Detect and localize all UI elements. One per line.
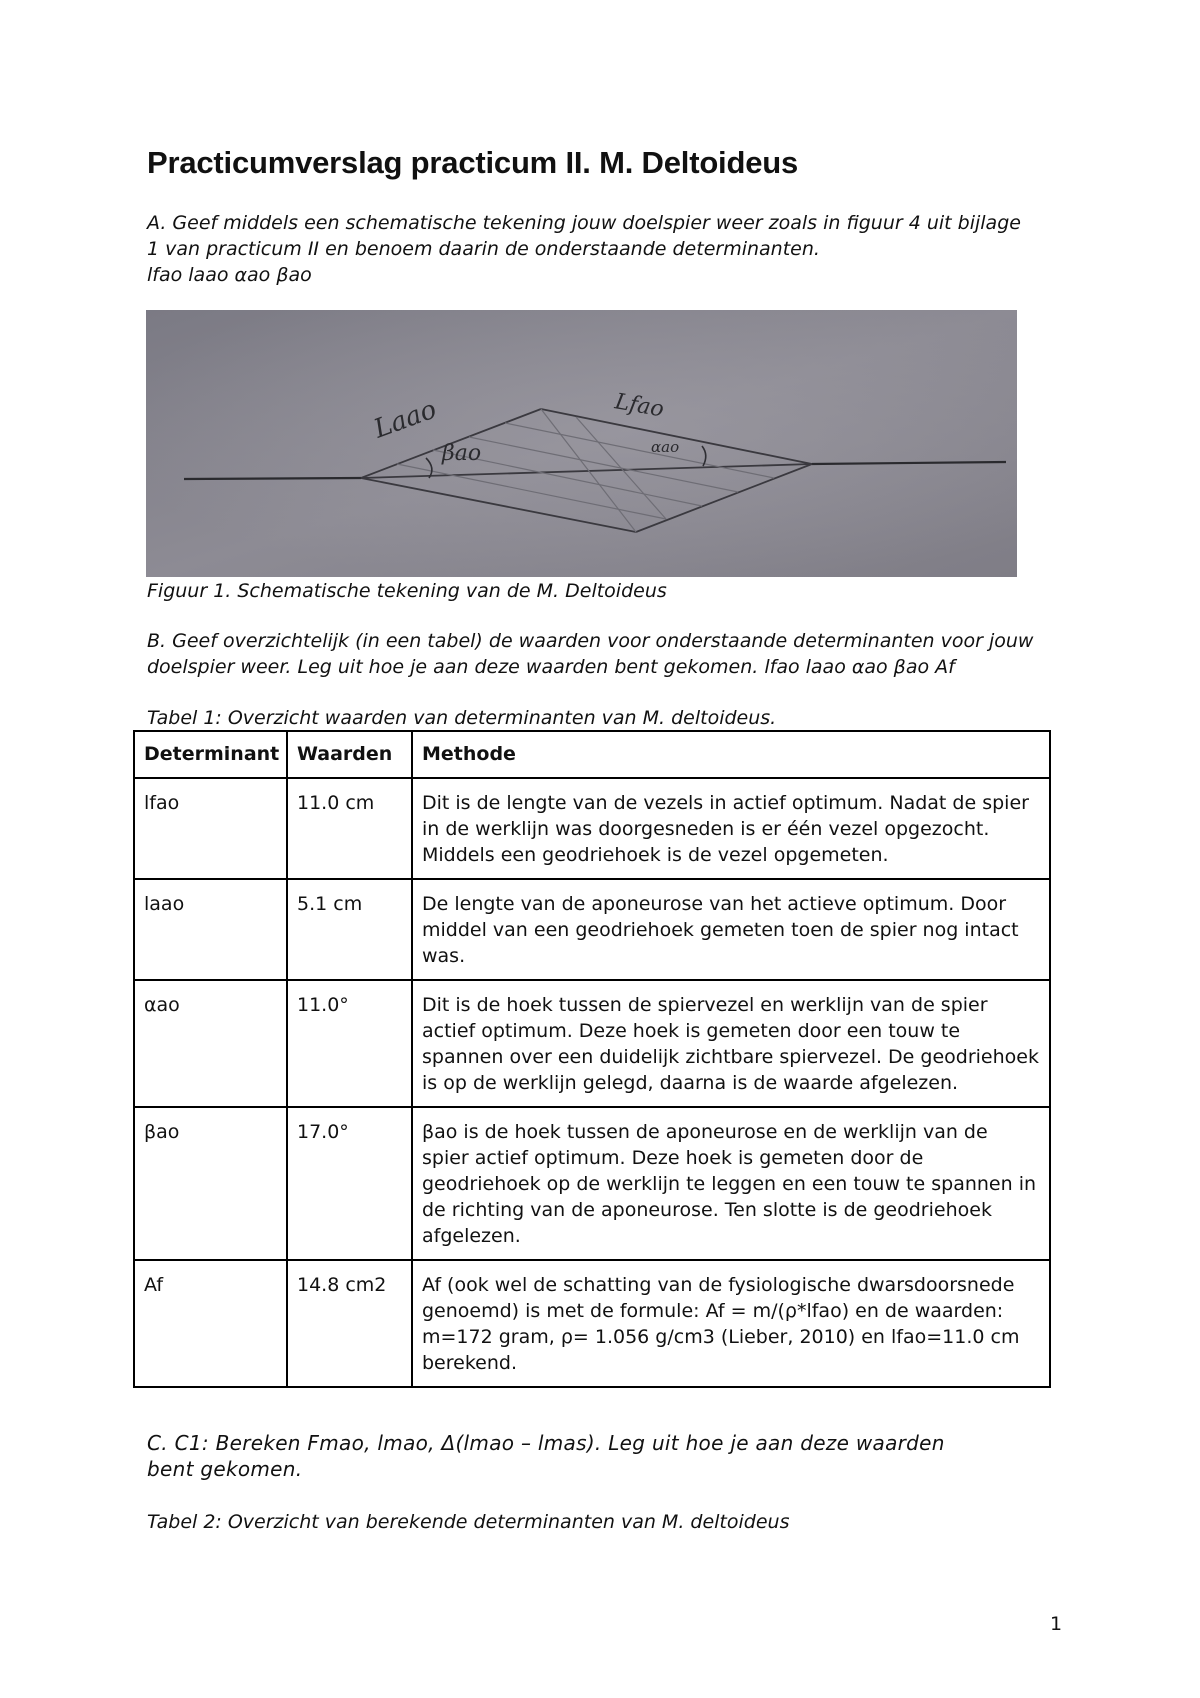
question-a: [147, 210, 1067, 288]
determinant-cell: Af: [134, 1260, 287, 1387]
value-cell: 11.0°: [287, 980, 412, 1107]
question-a-line: 1 van practicum II en benoem daarin de onderstaande determinanten.: [147, 238, 820, 260]
figure-caption: Figuur 1. Schematische tekening van de M. Deltoideus: [147, 580, 667, 602]
column-header: Determinant: [134, 731, 287, 778]
question-a-determinants: lfao laao αao βao: [147, 264, 312, 286]
method-cell: Dit is de hoek tussen de spiervezel en werklijn van de spier actief optimum. Deze hoek is gemeten door een touw te spannen over een duidelijk zichtbare spiervezel. De geodriehoek is op de werklijn gelegd, daarna is de waarde afgelezen.: [412, 980, 1050, 1107]
table-row: [134, 1260, 1050, 1387]
light-glare: [146, 310, 1017, 577]
table-row: [134, 1107, 1050, 1260]
table-row: [134, 778, 1050, 879]
column-header: Waarden: [287, 731, 412, 778]
determinant-cell: αao: [134, 980, 287, 1107]
determinant-cell: laao: [134, 879, 287, 980]
table-row: [134, 980, 1050, 1107]
column-header: Methode: [412, 731, 1050, 778]
value-cell: 17.0°: [287, 1107, 412, 1260]
determinants-table: [133, 730, 1051, 1388]
table-2-caption: Tabel 2: Overzicht van berekende determinanten van M. deltoideus: [147, 1511, 790, 1533]
value-cell: 14.8 cm2: [287, 1260, 412, 1387]
method-cell: βao is de hoek tussen de aponeurose en de werklijn van de spier actief optimum. Deze hoek is gemeten door de geodriehoek op de werklijn te leggen en een touw te spannen in de richting van de aponeurose. Ten slotte is de geodriehoek afgelezen.: [412, 1107, 1050, 1260]
lfao-label: Lfao: [612, 389, 666, 423]
page-title: Practicumverslag practicum II. M. Deltoideus: [147, 145, 799, 180]
muscle-sketch-photo: [146, 310, 1017, 577]
determinant-cell: lfao: [134, 778, 287, 879]
table-1-caption: Tabel 1: Overzicht waarden van determinanten van M. deltoideus.: [147, 707, 777, 729]
left-tendon-line: [184, 478, 361, 479]
method-cell: Dit is de lengte van de vezels in actief optimum. Nadat de spier in de werklijn was doorgesneden is er één vezel opgezocht. Middels een geodriehoek is de vezel opgemeten.: [412, 778, 1050, 879]
table-header-row: [134, 731, 1050, 778]
determinant-cell: βao: [134, 1107, 287, 1260]
method-cell: Af (ook wel de schatting van de fysiologische dwarsdoorsnede genoemd) is met de formule: Af = m/(ρ*lfao) en de waarden: m=172 gram, ρ= 1.056 g/cm3 (Lieber, 2010) en lfao=11.0 cm berekend.: [412, 1260, 1050, 1387]
table-row: [134, 879, 1050, 980]
method-cell: De lengte van de aponeurose van het actieve optimum. Door middel van een geodriehoek gemeten toen de spier nog intact was.: [412, 879, 1050, 980]
laao-label: Laao: [370, 394, 441, 445]
question-b-line: B. Geef overzichtelijk (in een tabel) de waarden voor onderstaande determinanten voor jouw: [147, 630, 1034, 652]
alpha-label: αao: [651, 438, 680, 456]
question-c-line: C. C1: Bereken Fmao, lmao, Δ(lmao – lmas). Leg uit hoe je aan deze waarden: [147, 1431, 945, 1455]
muscle-sketch-drawing: [146, 310, 1017, 577]
page-number: 1: [1050, 1613, 1063, 1635]
beta-label: βao: [442, 441, 482, 466]
question-c: [147, 1430, 1067, 1482]
question-b-line: doelspier weer. Leg uit hoe je aan deze waarden bent gekomen. lfao laao αao βao Af: [147, 656, 955, 678]
value-cell: 5.1 cm: [287, 879, 412, 980]
question-a-line: A. Geef middels een schematische tekening jouw doelspier weer zoals in figuur 4 uit bijlage: [147, 212, 1021, 234]
value-cell: 11.0 cm: [287, 778, 412, 879]
question-c-line: bent gekomen.: [147, 1457, 303, 1481]
question-b: [147, 628, 1067, 680]
